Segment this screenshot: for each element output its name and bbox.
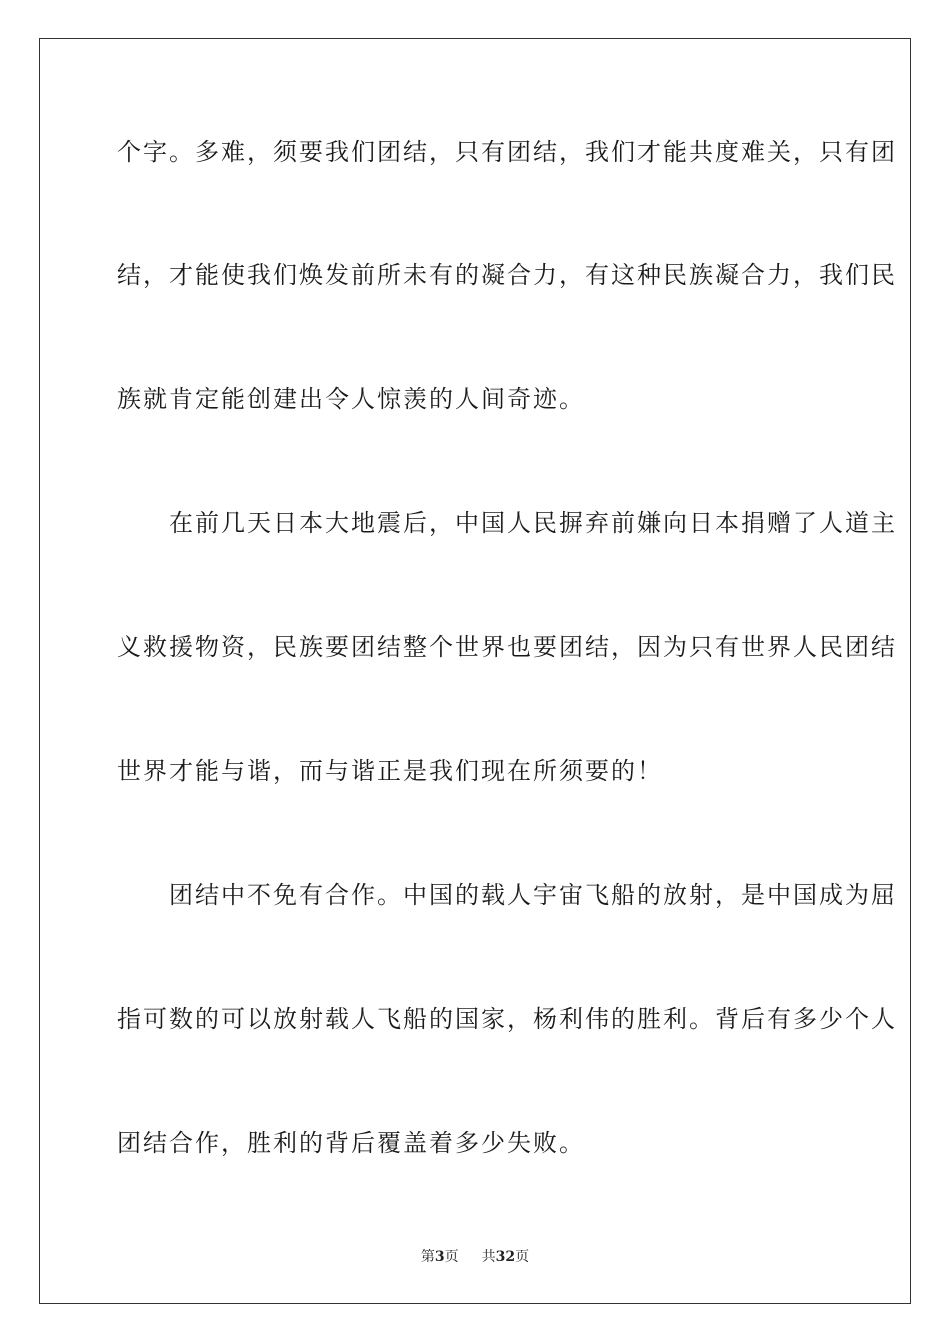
page-suffix: 页 <box>444 1249 459 1265</box>
current-page-number: 3 <box>434 1249 445 1265</box>
total-prefix: 共 <box>481 1249 496 1265</box>
page-number-label <box>421 1249 463 1265</box>
page-total-label <box>482 1249 529 1265</box>
page-footer <box>0 1247 950 1267</box>
text-line: 结，才能使我们焕发前所未有的凝合力，有这种民族凝合力，我们民 <box>117 261 897 289</box>
text-line: 世界才能与谐，而与谐正是我们现在所须要的！ <box>117 757 663 785</box>
text-line: 指可数的可以放射载人飞船的国家，杨利伟的胜利。背后有多少个人 <box>117 1005 897 1033</box>
text-line: 在前几天日本大地震后，中国人民摒弃前嫌向日本捐赠了人道主 <box>117 509 897 537</box>
text-line: 团结合作，胜利的背后覆盖着多少失败。 <box>117 1129 585 1157</box>
total-suffix: 页 <box>515 1249 530 1265</box>
total-page-number: 32 <box>495 1249 516 1265</box>
text-line: 个字。多难，须要我们团结，只有团结，我们才能共度难关，只有团 <box>117 138 897 166</box>
text-line: 团结中不免有合作。中国的载人宇宙飞船的放射，是中国成为屈 <box>117 881 897 909</box>
text-line: 义救援物资，民族要团结整个世界也要团结，因为只有世界人民团结 <box>117 633 897 661</box>
page-border <box>39 38 911 1304</box>
text-line: 族就肯定能创建出令人惊羡的人间奇迹。 <box>117 385 585 413</box>
page-prefix: 第 <box>420 1249 435 1265</box>
